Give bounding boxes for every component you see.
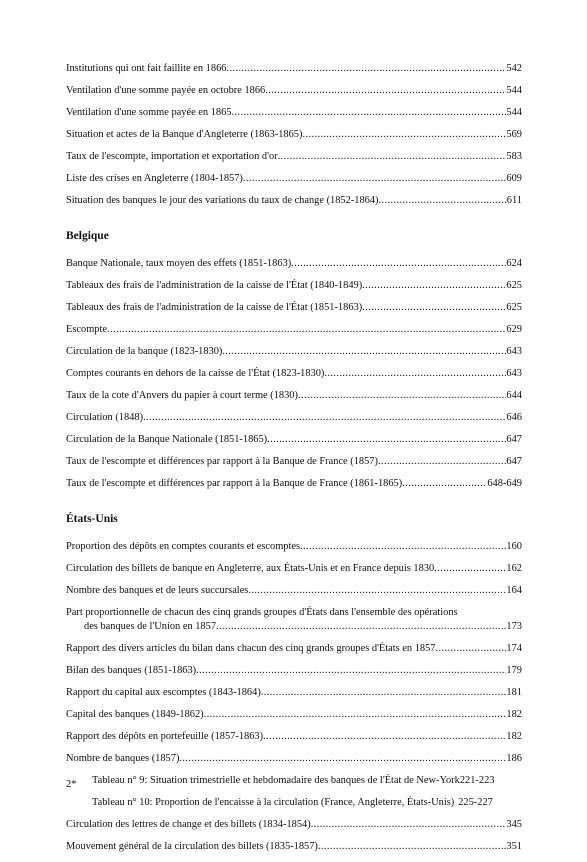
entry-page: 162 <box>506 563 522 574</box>
toc-entry <box>66 172 522 186</box>
entry-title: Bilan des banques (1851-1863) <box>66 665 197 676</box>
toc-entry <box>66 708 522 722</box>
entry-page: 544 <box>506 107 522 118</box>
toc-entry <box>66 752 522 766</box>
entry-title: Circulation des billets de banque en Angleterre, aux États-Unis et en France depuis 1830 <box>66 563 435 574</box>
entry-page: 609 <box>506 173 522 184</box>
entry-page: 182 <box>506 709 522 720</box>
entry-title: Proportion des dépôts en comptes courants et escomptes <box>66 541 301 552</box>
toc-entry <box>66 540 522 554</box>
leader-dots <box>362 279 506 293</box>
leader-dots <box>231 106 506 120</box>
toc-entry <box>66 128 522 142</box>
entry-title: Part proportionnelle de chacun des cinq grands groupes d'États dans l'ensemble des opérations <box>66 607 458 618</box>
leader-dots <box>278 150 507 164</box>
entry-page: 611 <box>506 195 522 206</box>
leader-dots <box>434 562 506 576</box>
leader-dots <box>318 840 507 854</box>
leader-dots <box>196 664 506 678</box>
toc-entry <box>66 106 522 120</box>
entry-page: 583 <box>506 151 522 162</box>
leader-dots <box>179 752 506 766</box>
toc-entry <box>66 818 522 832</box>
entry-title: Nombre de banques (1857) <box>66 753 180 764</box>
toc-entry <box>66 433 522 447</box>
entry-title: Rapport des dépôts en portefeuille (1857-1863) <box>66 731 264 742</box>
leader-dots <box>263 730 506 744</box>
leader-dots <box>143 411 506 425</box>
entry-page: 629 <box>506 324 522 335</box>
entry-page: 644 <box>506 390 522 401</box>
entry-page: 544 <box>506 85 522 96</box>
entry-title: Taux de l'escompte et différences par rapport à la Banque de France (1857) <box>66 456 378 467</box>
entry-page: 643 <box>506 346 522 357</box>
entry-title: Comptes courants en dehors de la caisse de l'État (1823-1830) <box>66 368 325 379</box>
toc-entry <box>66 796 522 810</box>
toc-entry <box>66 411 522 425</box>
entry-title: Rapport du capital aux escomptes (1843-1864) <box>66 687 261 698</box>
toc-entry <box>66 279 522 293</box>
entry-page: 186 <box>506 753 522 764</box>
entry-title: Tableaux des frais de l'administration de la caisse de l'État (1851-1863) <box>66 302 363 313</box>
toc-entry <box>66 840 522 854</box>
entry-page: 351 <box>506 841 522 852</box>
entry-page: 646 <box>506 412 522 423</box>
leader-dots <box>261 686 507 700</box>
leader-dots <box>291 257 506 271</box>
entry-title: Liste des crises en Angleterre (1804-1857) <box>66 173 243 184</box>
leader-dots <box>216 620 506 634</box>
leader-dots <box>226 62 506 76</box>
leader-dots <box>402 477 487 491</box>
entry-page: 179 <box>506 665 522 676</box>
entry-page: 221-223 <box>459 775 495 786</box>
toc-content <box>66 62 522 862</box>
entry-title: Banque Nationale, taux moyen des effets (1851-1863) <box>66 258 292 269</box>
entry-page: 181 <box>506 687 522 698</box>
entry-page: 625 <box>506 280 522 291</box>
leader-dots <box>243 172 507 186</box>
entry-page: 225-227 <box>458 797 493 808</box>
toc-entry <box>66 345 522 359</box>
entry-title: Circulation des lettres de change et des billets (1834-1854) <box>66 819 311 830</box>
entry-page: 173 <box>506 621 522 632</box>
leader-dots <box>362 301 506 315</box>
toc-entry <box>66 774 522 788</box>
entry-title: Capital des banques (1849-1862) <box>66 709 204 720</box>
entry-title: Tableau n° 10: Proportion de l'encaisse à la circulation (France, Angleterre, États-Unis) <box>92 797 455 808</box>
entry-title: Situation des banques le jour des variations du taux de change (1852-1864) <box>66 195 379 206</box>
leader-dots <box>222 345 506 359</box>
leader-dots <box>311 818 507 832</box>
section-heading-belgique: Belgique <box>66 230 109 242</box>
entry-title-cont: des banques de l'Union en 1857 <box>84 621 217 632</box>
leader-dots <box>265 84 506 98</box>
toc-entry <box>66 194 522 208</box>
toc-entry <box>66 367 522 381</box>
leader-dots <box>324 367 506 381</box>
toc-entry <box>66 389 522 403</box>
entry-page: 182 <box>506 731 522 742</box>
entry-continuation <box>66 620 522 634</box>
entry-title: Situation et actes de la Banque d'Angleterre (1863-1865) <box>66 129 303 140</box>
entry-page: 174 <box>506 643 522 654</box>
toc-entry <box>66 606 522 634</box>
entry-title: Circulation de la banque (1823-1830) <box>66 346 223 357</box>
entry-title: Ventilation d'une somme payée en octobre 1866 <box>66 85 266 96</box>
entry-title: Taux de la cote d'Anvers du papier à court terme (1830) <box>66 390 298 401</box>
toc-entry <box>66 584 522 598</box>
toc-entry <box>66 730 522 744</box>
leader-dots <box>298 389 506 403</box>
toc-entry <box>66 664 522 678</box>
entry-title: Taux de l'escompte, importation et exportation d'or <box>66 151 278 162</box>
entry-title: Ventilation d'une somme payée en 1865 <box>66 107 232 118</box>
entry-page: 647 <box>506 434 522 445</box>
leader-dots <box>204 708 507 722</box>
leader-dots <box>107 323 506 337</box>
leader-dots <box>248 584 506 598</box>
page-footer-signature: 2* <box>66 779 77 790</box>
entry-page: 569 <box>506 129 522 140</box>
entry-page: 160 <box>506 541 522 552</box>
entry-page: 164 <box>506 585 522 596</box>
entry-page: 624 <box>506 258 522 269</box>
entry-title: Rapport des divers articles du bilan dans chacun des cinq grands groupes d'États en 1857 <box>66 643 436 654</box>
entry-page: 647 <box>506 456 522 467</box>
leader-dots <box>267 433 506 447</box>
entry-title: Circulation (1848) <box>66 412 144 423</box>
toc-entry <box>66 62 522 76</box>
entry-title: Mouvement général de la circulation des billets (1835-1857) <box>66 841 318 852</box>
leader-dots <box>300 540 506 554</box>
entry-title: Tableaux des frais de l'administration de la caisse de l'État (1840-1849) <box>66 280 363 291</box>
entry-page: 345 <box>506 819 522 830</box>
entry-title: Institutions qui ont fait faillite en 1866 <box>66 63 227 74</box>
leader-dots <box>302 128 506 142</box>
toc-entry <box>66 477 522 491</box>
toc-entry <box>66 686 522 700</box>
toc-entry <box>66 150 522 164</box>
toc-entry <box>66 455 522 469</box>
entry-title: Circulation de la Banque Nationale (1851-1865) <box>66 434 268 445</box>
entry-page: 625 <box>506 302 522 313</box>
entry-title: Tableau n° 9: Situation trimestrielle et hebdomadaire des banques de l'État de New-York <box>92 775 460 786</box>
leader-dots <box>378 455 506 469</box>
leader-dots <box>379 194 507 208</box>
entry-title: Taux de l'escompte et différences par rapport à la Banque de France (1861-1865) <box>66 478 403 489</box>
entry-title: Nombre des banques et de leurs succursales <box>66 585 249 596</box>
entry-page: 643 <box>506 368 522 379</box>
section-heading-etats-unis: États-Unis <box>66 513 118 525</box>
leader-dots <box>436 642 507 656</box>
toc-entry <box>66 562 522 576</box>
toc-entry <box>66 84 522 98</box>
entry-page: 648-649 <box>487 478 522 489</box>
toc-entry <box>66 301 522 315</box>
entry-page: 542 <box>506 63 522 74</box>
toc-entry <box>66 257 522 271</box>
toc-entry <box>66 323 522 337</box>
toc-entry <box>66 642 522 656</box>
entry-title: Escompte <box>66 324 107 335</box>
